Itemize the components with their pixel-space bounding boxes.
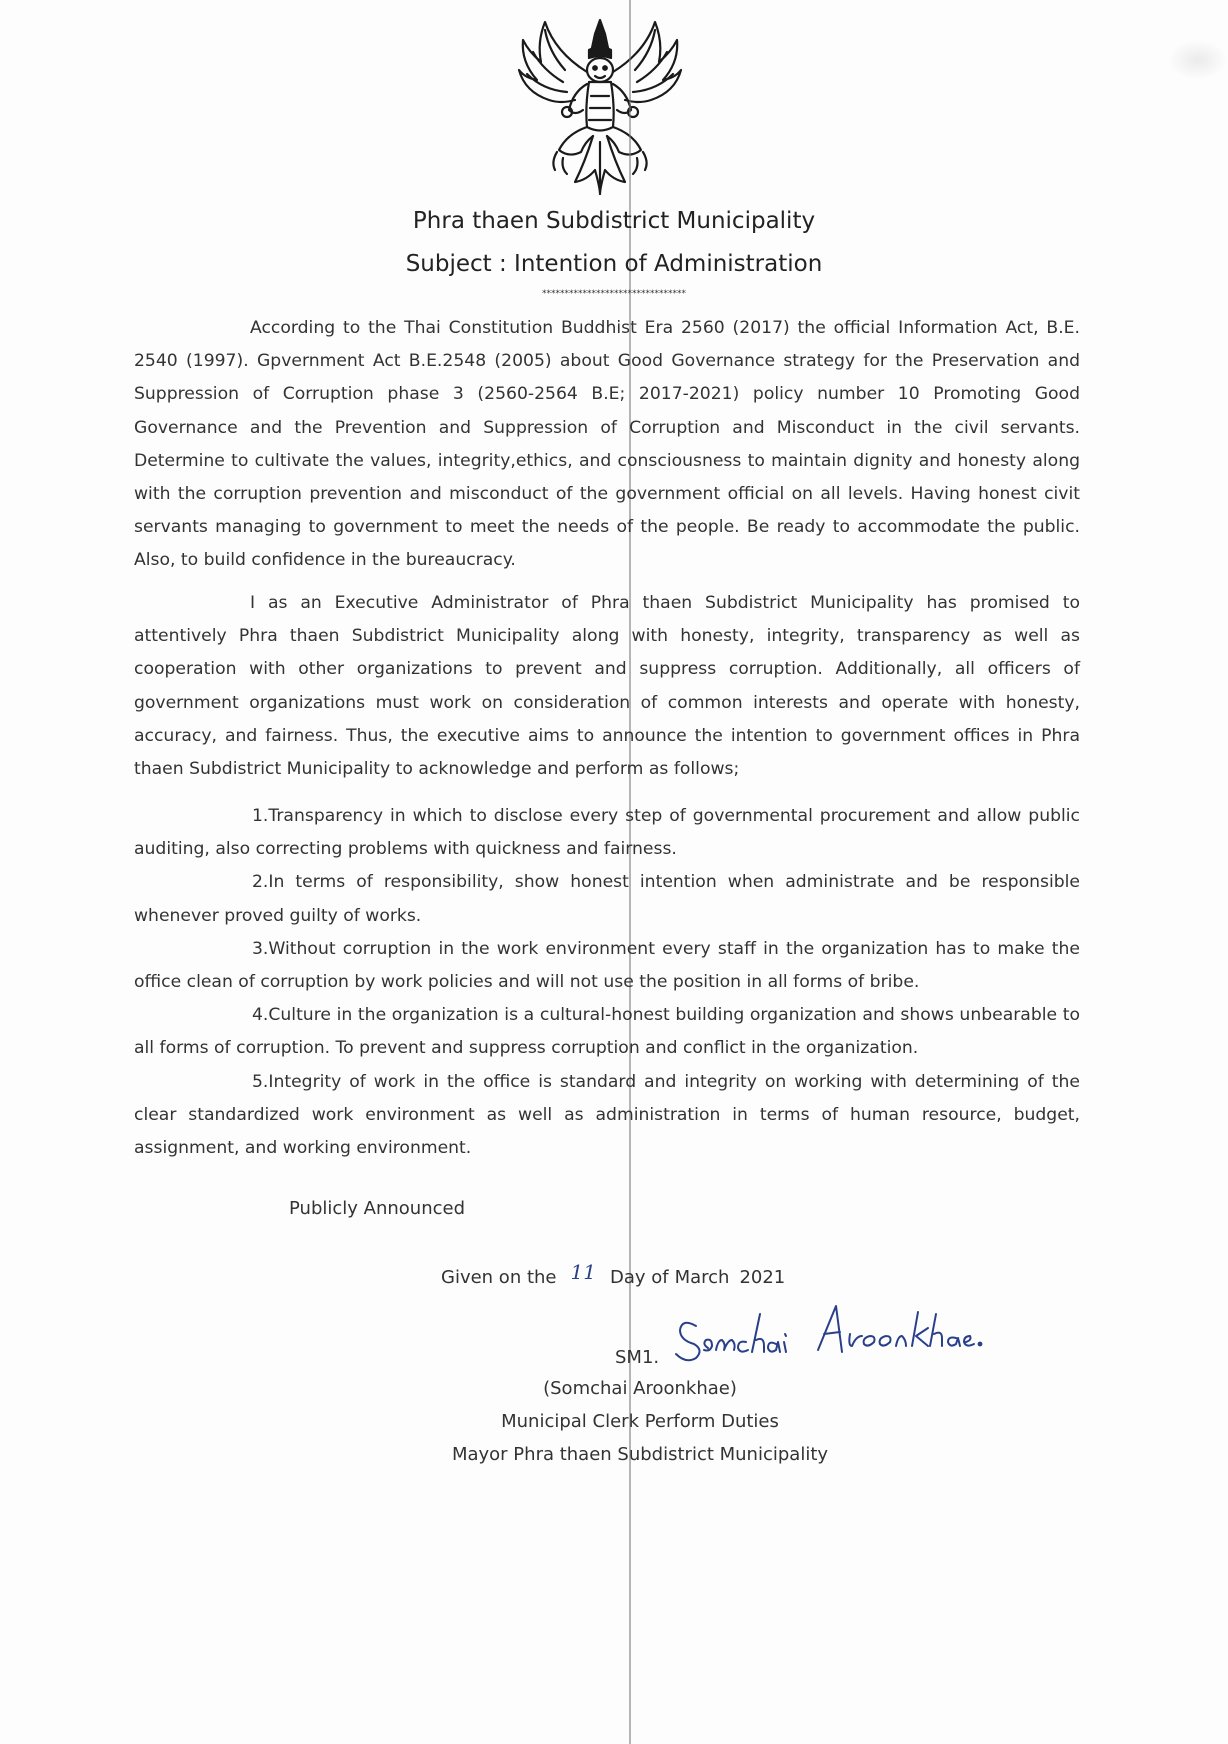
given-year: 2021 [739,1267,786,1288]
signer-title: Mayor Phra thaen Subdistrict Municipality [451,1444,829,1465]
given-date-line [441,1260,786,1288]
document-subject: Subject : Intention of Administration [405,251,823,277]
given-day-label: Day of [609,1267,669,1288]
list-item: 1.Transparency in which to disclose every step of governmental procurement and allow public auditing, also correcting problems with quickness and fairness. [134,806,1080,860]
title-separator: ******************************** [542,289,686,299]
list-item: 2.In terms of responsibility, show honest intention when administrate and be responsible whenever proved guilty of works. [134,872,1080,926]
signature-prefix: SM1. [615,1347,660,1368]
handwritten-signature [672,1296,1002,1376]
given-day: 11 [570,1260,596,1284]
document-title: Phra thaen Subdistrict Municipality [412,208,816,234]
given-month: March [674,1267,730,1288]
scan-smudge [1168,40,1228,80]
list-item: 4.Culture in the organization is a cultural-honest building organization and shows unbearable to all forms of corruption. To prevent and suppress corruption and conflict in the organization. [134,1005,1080,1059]
announcement-label: Publicly Announced [289,1198,466,1219]
list-item: 3.Without corruption in the work environment every staff in the organization has to make the office clean of corruption by work policies and will not use the position in all forms of bribe. [134,938,1080,993]
paragraph-commitment: I as an Executive Administrator of Phra thaen Subdistrict Municipality has promised to attentively Phra thaen Subdistrict Municipality along with honesty, integrity, transparency as well as cooperation with other organizations to prevent and suppress corruption. Additionally, all officers of government organizations must work on consideration of common interests and operate with honesty, accuracy, and fairness. Thus, the executive aims to announce the intention to government offices in Phra thaen Subdistrict Municipality to acknowledge and perform as follows; [134,593,1080,780]
signer-position: Municipal Clerk Perform Duties [501,1411,779,1432]
paragraph-preamble: According to the Thai Constitution Buddhist Era 2560 (2017) the official Information Act, B.E. 2540 (1997). Gpvernment Act B.E.2548 (2005) about Good Governance strategy for the Preservation and Suppression of Corruption phase 3 (2560-2564 B.E; 2017-2021) policy number 10 Promoting Good Governance and the Prevention and Suppression of Corruption and Misconduct in the civil servants. Determine to cultivate the values, integrity,ethics, and consciousness to maintain dignity and honesty along with the corruption prevention and misconduct of the government official on all levels. Having honest civit servants managing to government to meet the needs of the people. Be ready to accommodate the public. Also, to build confidence in the bureaucracy. [134,318,1080,571]
given-prefix: Given on the [441,1267,557,1288]
signer-name: (Somchai Aroonkhae) [543,1378,737,1399]
garuda-emblem-icon [515,12,685,197]
list-item: 5.Integrity of work in the office is standard and integrity on working with determining of the clear standardized work environment as well as administration in terms of human resource, budget, assignment, and working environment. [134,1071,1080,1159]
intention-list [134,800,1080,1165]
